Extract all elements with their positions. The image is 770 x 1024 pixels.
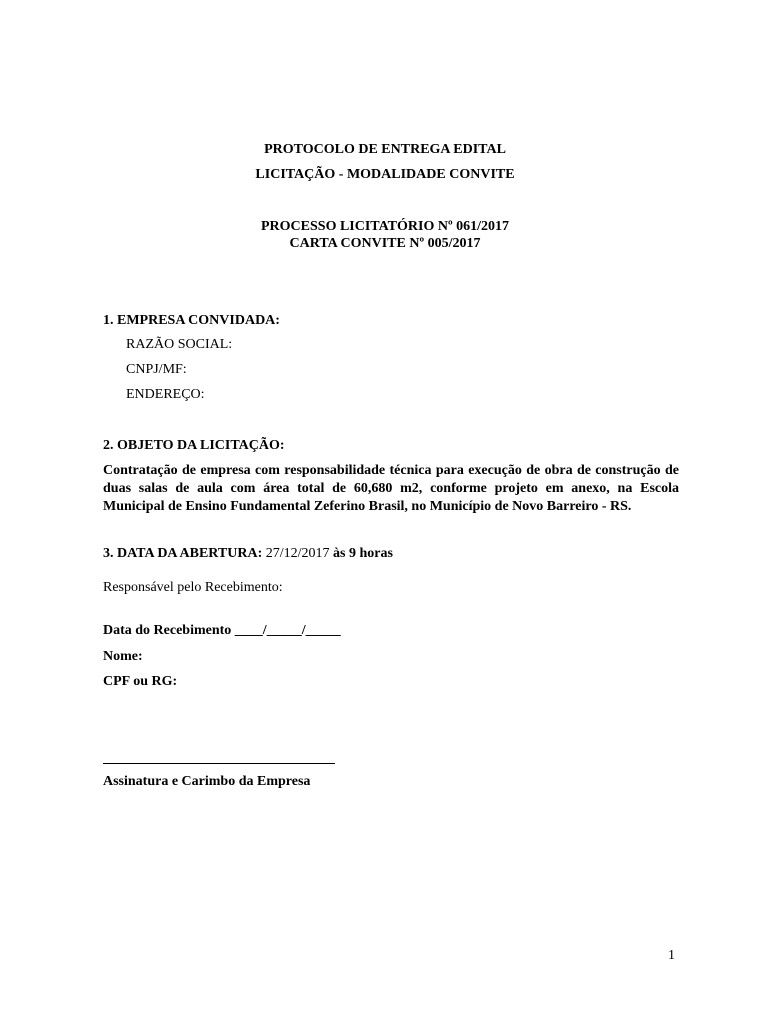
letter-number: CARTA CONVITE Nº 005/2017: [289, 236, 481, 251]
opening-date: 27/12/2017: [265, 546, 330, 561]
opening-time: às 9 horas: [333, 546, 393, 561]
field-endereco: ENDEREÇO:: [126, 387, 205, 402]
section2-text: Contratação de empresa com responsabilidade técnica para execução de obra de construção de duas salas de aula com área total de 60,680 m2, conforme projeto em anexo, na Escola Municipal de Ensino Fundamental Zeferino Brasil, no Município de Novo Barreiro - RS.: [103, 463, 679, 514]
field-razao-social: RAZÃO SOCIAL:: [126, 337, 233, 352]
document-title: PROTOCOLO DE ENTREGA EDITAL: [264, 142, 506, 157]
signature-line: [103, 763, 335, 764]
field-cnpj: CNPJ/MF:: [126, 362, 187, 377]
responsible-label: Responsável pelo Recebimento:: [103, 580, 283, 595]
section2-heading: 2. OBJETO DA LICITAÇÃO:: [103, 438, 285, 453]
section3-line: [103, 546, 393, 562]
receipt-date-label: Data do Recebimento ____/_____/_____: [103, 623, 341, 638]
page-number: 1: [668, 948, 675, 963]
document-subtitle: LICITAÇÃO - MODALIDADE CONVITE: [255, 167, 515, 182]
section3-heading: 3. DATA DA ABERTURA:: [103, 546, 263, 561]
section1-heading: 1. EMPRESA CONVIDADA:: [103, 313, 280, 328]
signature-label: Assinatura e Carimbo da Empresa: [103, 774, 311, 789]
process-number: PROCESSO LICITATÓRIO Nº 061/2017: [261, 219, 509, 234]
name-label: Nome:: [103, 649, 143, 664]
doc-label: CPF ou RG:: [103, 674, 178, 689]
